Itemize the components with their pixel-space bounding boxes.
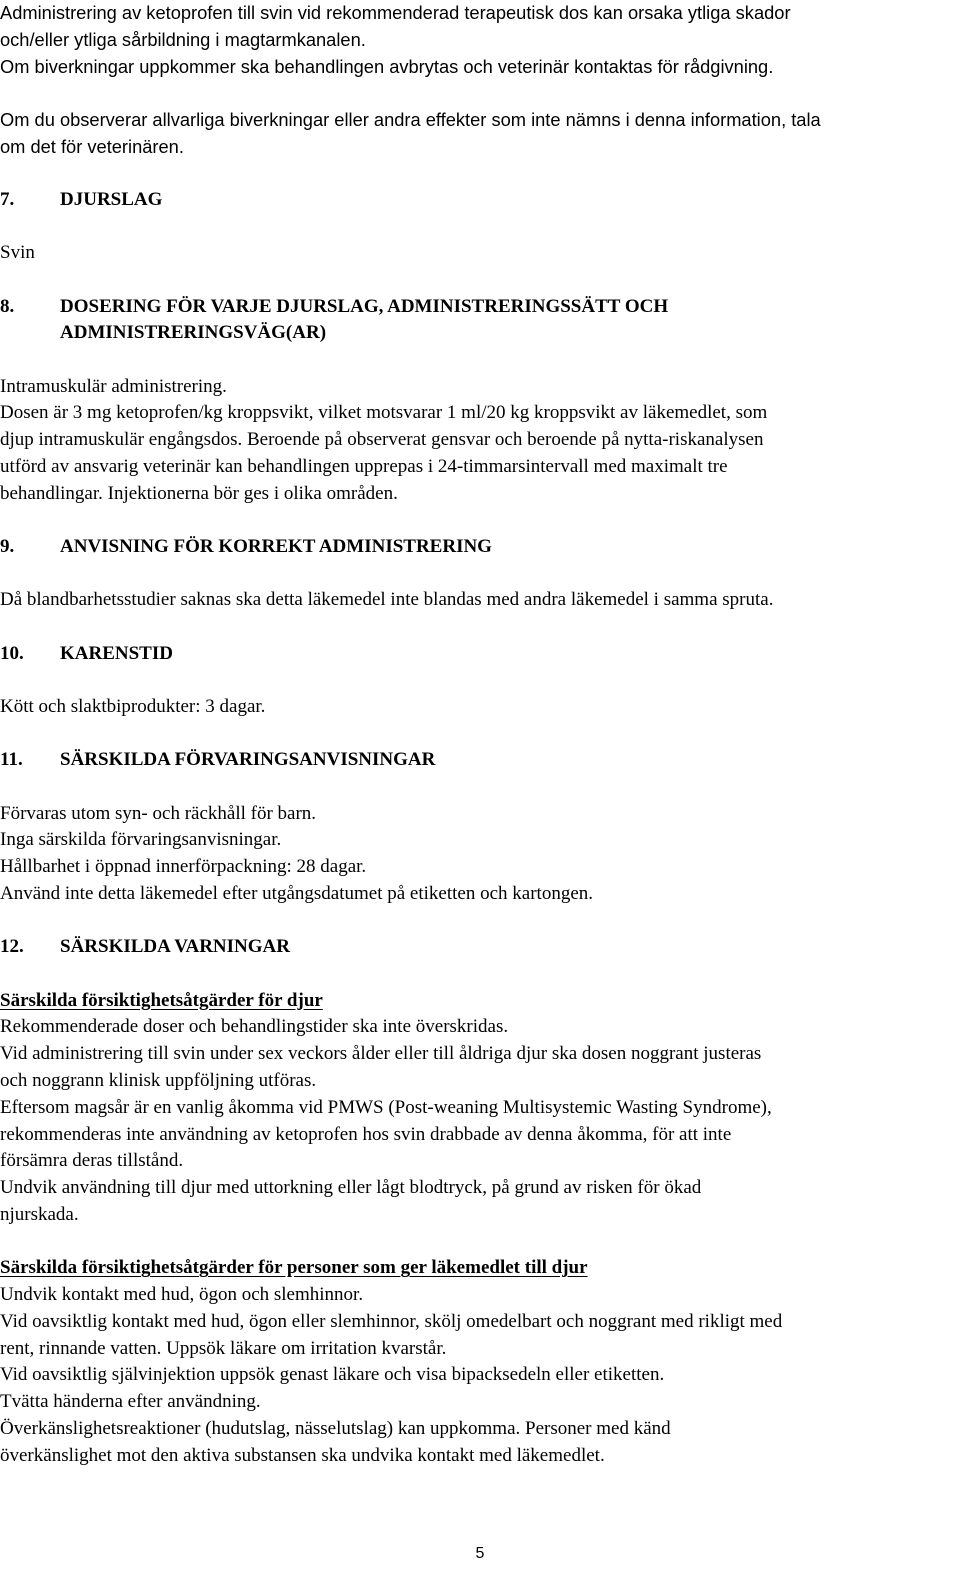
section-11-heading: [0, 747, 958, 774]
text-line: Kött och slaktbiprodukter: 3 dagar.: [0, 696, 266, 718]
text-line: Vid administrering till svin under sex veckors ålder eller till åldriga djur ska dosen noggrant justeras: [0, 1043, 762, 1065]
text-line: Undvik användning till djur med uttorkning eller lågt blodtryck, på grund av risken för ökad: [0, 1177, 702, 1199]
text-line: njurskada.: [0, 1204, 79, 1225]
text-line: överkänslighet mot den aktiva substansen ska undvika kontakt med läkemedlet.: [0, 1444, 605, 1466]
section-number: 10.: [0, 642, 24, 664]
section-number: 7.: [0, 188, 15, 210]
section-7-heading: [0, 187, 958, 214]
section-10-heading: [0, 641, 958, 668]
text-line: behandlingar. Injektionerna bör ges i olika områden.: [0, 482, 398, 504]
section-8-heading: [0, 294, 958, 348]
text-line: Administrering av ketoprofen till svin vid rekommenderad terapeutisk dos kan orsaka ytliga skador: [0, 2, 791, 23]
section-title: DJURSLAG: [60, 188, 163, 210]
animal-precautions: [0, 988, 958, 1229]
text-line: Rekommenderade doser och behandlingstider ska inte överskridas.: [0, 1016, 509, 1038]
text-line: Intramuskulär administrering.: [0, 375, 227, 397]
text-line: Använd inte detta läkemedel efter utgångsdatumet på etiketten och kartongen.: [0, 883, 593, 905]
section-7-text: [0, 240, 958, 267]
text-line: Då blandbarhetsstudier saknas ska detta läkemedel inte blandas med andra läkemedel i samma spruta.: [0, 589, 774, 611]
person-precautions-heading: Särskilda försiktighetsåtgärder för personer som ger läkemedlet till djur: [0, 1257, 588, 1279]
text-line: djup intramuskulär engångsdos. Beroende på observerat gensvar och beroende på nytta-riskanalysen: [0, 429, 764, 451]
text-line: utförd av ansvarig veterinär kan behandlingen upprepas i 24-timmarsintervall med maximalt tre: [0, 456, 728, 478]
section-11-text: [0, 801, 958, 908]
adverse-effects-paragraph: [0, 0, 958, 80]
section-8-text: [0, 374, 958, 508]
section-title: SÄRSKILDA FÖRVARINGSANVISNINGAR: [60, 749, 436, 771]
section-number: 8.: [0, 295, 15, 317]
text-line: Undvik kontakt med hud, ögon och slemhinnor.: [0, 1284, 364, 1306]
text-line: Dosen är 3 mg ketoprofen/kg kroppsvikt, vilket motsvarar 1 ml/20 kg kroppsvikt av läkemedlet, som: [0, 402, 768, 424]
section-12-heading: [0, 934, 958, 961]
section-title: KARENSTID: [60, 642, 173, 664]
text-line: Om du observerar allvarliga biverkningar eller andra effekter som inte nämns i denna information, tala: [0, 108, 821, 130]
section-title-continuation: ADMINISTRERINGSVÄG(AR): [60, 322, 327, 344]
section-9-text: [0, 587, 958, 614]
page-number: 5: [475, 1545, 485, 1562]
text-line: Tvätta händerna efter användning.: [0, 1391, 261, 1413]
text-line: försämra deras tillstånd.: [0, 1150, 184, 1172]
text-line: om det för veterinären.: [0, 135, 184, 157]
text-line: Vid oavsiktlig självinjektion uppsök genast läkare och visa bipacksedeln eller etiketten.: [0, 1364, 665, 1386]
section-number: 9.: [0, 536, 15, 558]
section-9-heading: [0, 534, 958, 561]
text-line: och/eller ytliga sårbildning i magtarmkanalen.: [0, 28, 366, 50]
text-line: Förvaras utom syn- och räckhåll för barn.: [0, 802, 317, 824]
text-line: Hållbarhet i öppnad innerförpackning: 28 dagar.: [0, 856, 367, 878]
text-line: rekommenderas inte användning av ketoprofen hos svin drabbade av denna åkomma, för att inte: [0, 1123, 732, 1145]
person-precautions: [0, 1255, 958, 1469]
text-line: Vid oavsiktlig kontakt med hud, ögon eller slemhinnor, skölj omedelbart och noggrant med rikligt med: [0, 1310, 783, 1332]
text-line: Överkänslighetsreaktioner (hudutslag, nässelutslag) kan uppkomma. Personer med känd: [0, 1418, 671, 1440]
report-paragraph: [0, 107, 958, 161]
section-10-text: [0, 694, 958, 721]
animal-precautions-heading: Särskilda försiktighetsåtgärder för djur: [0, 989, 323, 1011]
text-line: Svin: [0, 242, 35, 264]
section-title: DOSERING FÖR VARJE DJURSLAG, ADMINISTRERINGSSÄTT OCH: [60, 295, 669, 317]
section-number: 11.: [0, 749, 23, 771]
section-title: SÄRSKILDA VARNINGAR: [60, 936, 290, 958]
text-line: rent, rinnande vatten. Uppsök läkare om irritation kvarstår.: [0, 1337, 447, 1359]
text-line: Inga särskilda förvaringsanvisningar.: [0, 829, 282, 851]
section-number: 12.: [0, 936, 24, 958]
text-line: Eftersom magsår är en vanlig åkomma vid PMWS (Post-weaning Multisystemic Wasting Syndrome),: [0, 1096, 772, 1118]
section-title: ANVISNING FÖR KORREKT ADMINISTRERING: [60, 536, 492, 558]
text-line: och noggrann klinisk uppföljning utföras.: [0, 1070, 317, 1092]
text-line: Om biverkningar uppkommer ska behandlingen avbrytas och veterinär kontaktas för rådgivning.: [0, 55, 774, 77]
